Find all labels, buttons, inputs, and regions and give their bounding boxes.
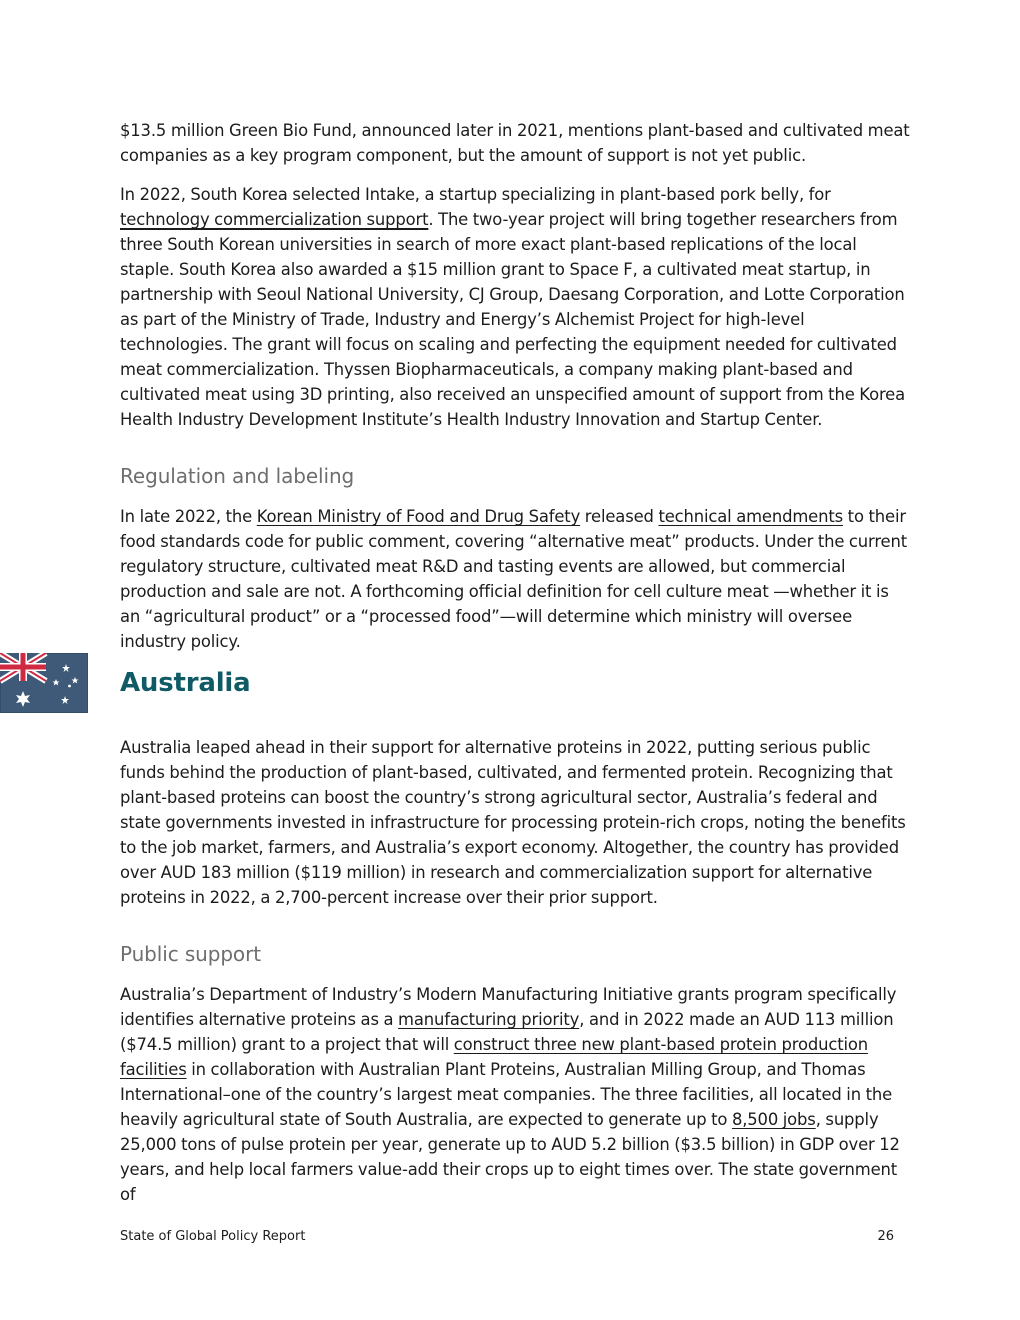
australia-paragraph: Australia leaped ahead in their support for alternative proteins in 2022, putting serious public funds behind the production of plant-based, cultivated, and fermented protein. Recognizing that plant-based proteins can boost the country’s strong agricultural sector, Australia’s federal and state governments invested in infrastructure for processing protein-rich crops, noting the benefits to the job market, farmers, and Australia’s export economy. Altogether, the country has provided over AUD 183 million ($119 million) in research and commercialization support for alternative proteins in 2022, a 2,700-percent increase over their prior support.: [120, 738, 906, 907]
manufacturing-priority-link[interactable]: manufacturing priority: [398, 1010, 580, 1029]
page-lower-content: [120, 735, 912, 1207]
footer-report-title: State of Global Policy Report: [120, 1229, 306, 1244]
public-support-text-3: in collaboration with Australian Plant Proteins, Australian Milling Group, and Thomas International–one of the country’s largest meat companies. The three facilities, all located in the heavily agricultural state of South Australia, are expected to generate up to: [120, 1060, 893, 1129]
intro-paragraph: $13.5 million Green Bio Fund, announced later in 2021, mentions plant-based and cultivated meat companies as a key program component, but the amount of support is not yet public.: [120, 121, 910, 165]
public-support-paragraph: [120, 982, 912, 1207]
public-support-heading: Public support: [120, 942, 261, 966]
korea-text-2: . The two-year project will bring together researchers from three South Korean universities in search of more exact plant-based replications of the local staple. South Korea also awarded a $15 million grant to Space F, a cultivated meat startup, in partnership with Seoul National University, CJ Group, Daesang Corporation, and Lotte Corporation as part of the Ministry of Trade, Industry and Energy’s Alchemist Project for high-level technologies. The grant will focus on scaling and perfecting the equipment needed for cultivated meat commercialization. Thyssen Biopharmaceuticals, a company making plant-based and cultivated meat using 3D printing, also received an unspecified amount of support from the Korea Health Industry Development Institute’s Health Industry Innovation and Startup Center.: [120, 210, 906, 429]
technical-amendments-link[interactable]: technical amendments: [658, 507, 844, 526]
korea-text-1: In 2022, South Korea selected Intake, a startup specializing in plant-based pork belly, for: [120, 185, 831, 204]
footer-page-number: 26: [877, 1229, 894, 1244]
regulation-text-3: to their food standards code for public comment, covering “alternative meat” products. Under the current regulatory structure, cultivated meat R&D and tasting events are allowed, but commercial production and sale are not. A forthcoming official definition for cell culture meat —whether it is an “agricultural product” or a “processed food”—will determine which ministry will oversee industry policy.: [120, 507, 908, 651]
korean-ministry-link[interactable]: Korean Ministry of Food and Drug Safety: [256, 507, 581, 526]
public-support-text-2: , and in 2022 made an AUD 113 million ($74.5 million) grant to a project that will: [120, 1010, 894, 1054]
regulation-text-1: In late 2022, the: [120, 507, 257, 526]
regulation-paragraph: [120, 504, 912, 654]
construct-facilities-link[interactable]: construct three new plant-based protein production facilities: [120, 1035, 869, 1079]
australia-flag-icon: [0, 653, 88, 713]
korea-support-paragraph: [120, 182, 912, 432]
regulation-heading: Regulation and labeling: [120, 464, 355, 488]
australia-heading: Australia: [120, 668, 251, 698]
technology-commercialization-link[interactable]: technology commercialization support: [120, 210, 429, 229]
public-support-text-1: Australia’s Department of Industry’s Modern Manufacturing Initiative grants program specifically identifies alternative proteins as a: [120, 985, 897, 1029]
public-support-text-4: , supply 25,000 tons of pulse protein per year, generate up to AUD 5.2 billion ($3.5 billion) in GDP over 12 years, and help local farmers value-add their crops up to eight times over. The state government of: [120, 1110, 900, 1204]
regulation-text-2: released: [580, 507, 659, 526]
page-upper-content: [120, 118, 912, 654]
jobs-link[interactable]: 8,500 jobs: [731, 1110, 816, 1129]
australia-section-header: [0, 653, 1020, 713]
